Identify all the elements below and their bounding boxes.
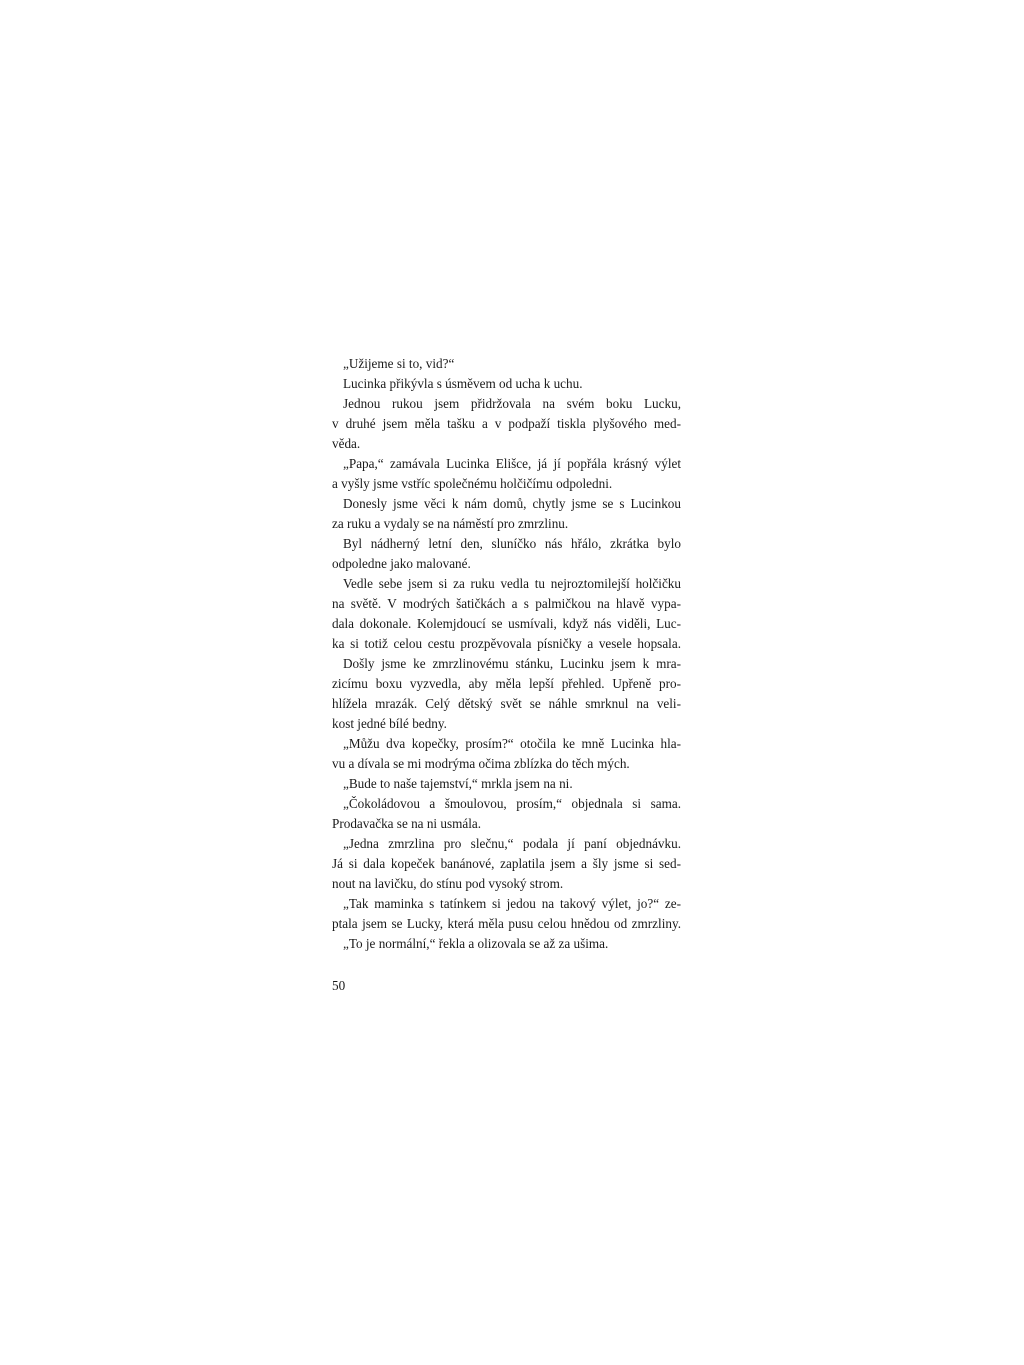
text-line: Prodavačka se na ni usmála. [332,816,482,831]
paragraph [332,894,681,934]
text-line: ptala jsem se Lucky, která měla pusu celou hnědou od zmrzliny. [332,916,681,931]
paragraph [332,654,681,734]
text-line: „Užijeme si to, vid?“ [343,356,455,371]
text-line: kost jedné bílé bedny. [332,716,447,731]
text-line: Donesly jsme věci k nám domů, chytly jsme se s Lucinkou [343,496,681,511]
paragraph [332,934,681,954]
paragraph [332,454,681,494]
text-line: vu a dívala se mi modrýma očima zblízka do těch mých. [332,756,630,771]
body-text [332,354,681,954]
text-line: Jednou rukou jsem přidržovala na svém boku Lucku, [343,396,681,411]
paragraph [332,574,681,654]
text-line: hlížela mrazák. Celý dětský svět se náhle smrknul na veli- [332,696,681,711]
text-line: Vedle sebe jsem si za ruku vedla tu nejroztomilejší holčičku [343,576,681,591]
text-line: Já si dala kopeček banánové, zaplatila jsem a šly jsme si sed- [332,856,681,871]
text-line: a vyšly jsme vstříc společnému holčičímu odpoledni. [332,476,613,491]
text-line: věda. [332,436,361,451]
text-line: odpoledne jako malované. [332,556,471,571]
text-line: Byl nádherný letní den, sluníčko nás hřálo, zkrátka bylo [343,536,681,551]
text-line: „Bude to naše tajemství,“ mrkla jsem na ni. [343,776,573,791]
page-number: 50 [332,978,346,993]
text-line: Lucinka přikývla s úsměvem od ucha k uchu. [343,376,583,391]
text-line: „Můžu dva kopečky, prosím?“ otočila ke mně Lucinka hla- [343,736,681,751]
paragraph [332,534,681,574]
text-line: Došly jsme ke zmrzlinovému stánku, Lucinku jsem k mra- [343,656,681,671]
text-line: za ruku a vydaly se na náměstí pro zmrzlinu. [332,516,569,531]
paragraph [332,734,681,774]
text-line: na světě. V modrých šatičkách a s palmičkou na hlavě vypa- [332,596,681,611]
paragraph [332,494,681,534]
text-line: ka si totiž celou cestu prozpěvovala písničky a vesele hopsala. [332,636,681,651]
text-line: „Čokoládovou a šmoulovou, prosím,“ objednala si sama. [343,796,681,811]
text-line: nout na lavičku, do stínu pod vysoký strom. [332,876,564,891]
paragraph [332,834,681,894]
text-line: „To je normální,“ řekla a olizovala se až za ušima. [343,936,609,951]
paragraph [332,354,681,374]
text-line: „Tak maminka s tatínkem si jedou na takový výlet, jo?“ ze- [343,896,681,911]
text-line: v druhé jsem měla tašku a v podpaží tiskla plyšového med- [332,416,681,431]
paragraph [332,374,681,394]
paragraph [332,794,681,834]
paragraph [332,774,681,794]
text-line: dala dokonale. Kolemjdoucí se usmívali, když nás viděli, Luc- [332,616,681,631]
text-line: „Jedna zmrzlina pro slečnu,“ podala jí paní objednávku. [343,836,681,851]
paragraph [332,394,681,454]
text-line: zicímu boxu vyzvedla, aby měla lepší přehled. Upřeně pro- [332,676,681,691]
text-line: „Papa,“ zamávala Lucinka Elišce, já jí popřála krásný výlet [343,456,681,471]
